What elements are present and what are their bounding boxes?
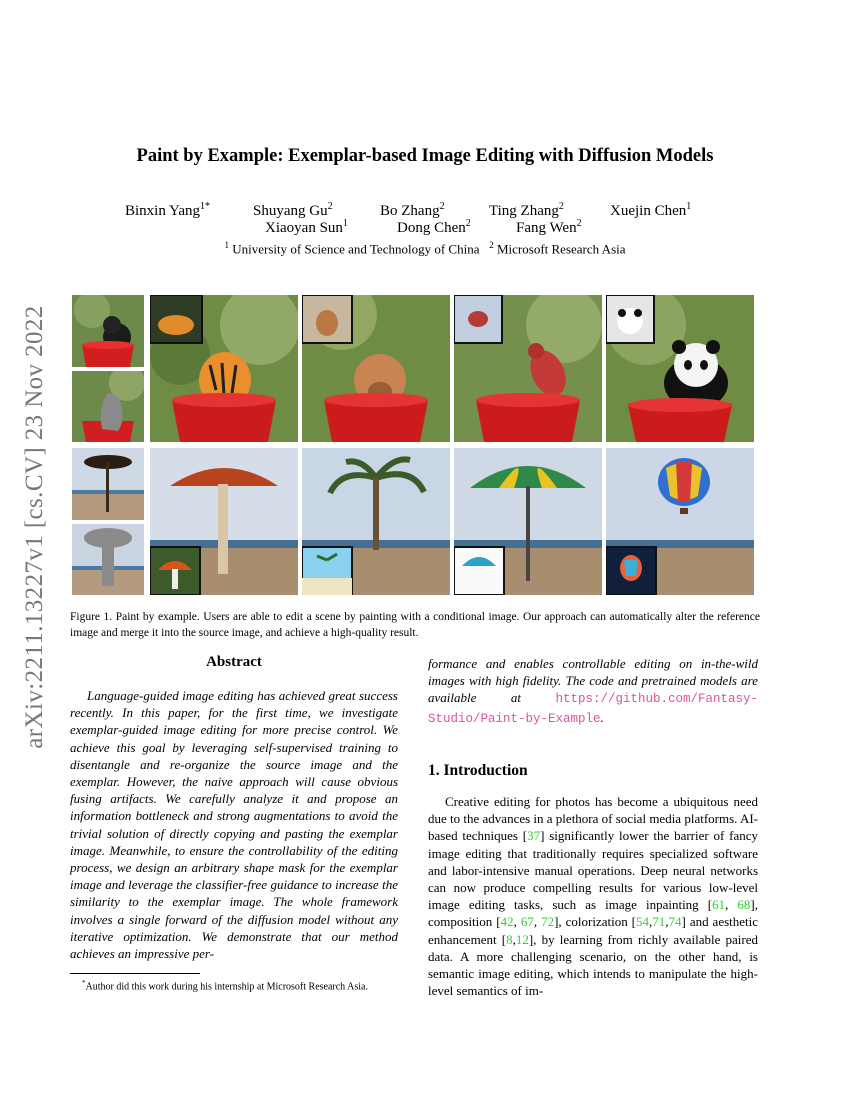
figure-caption: Figure 1. Paint by example. Users are able to edit a scene by painting with a conditional image. Our approach can automatically alter the reference image and merge it into the source image, and achieve a high-quality result. [70, 611, 760, 639]
intro-body [428, 793, 758, 999]
intro-text: , [665, 914, 669, 930]
footnote-rule [70, 973, 200, 974]
code-link[interactable]: https://github.com/Fantasy-Studio/Paint-by-Example [428, 692, 758, 726]
result-mushroom [150, 448, 298, 595]
abstract-cont-text: formance and enables controllable editing on in-the-wild images with high fidelity. The code and pretrained models are available at [428, 656, 758, 706]
footnote-mark: * [82, 979, 86, 987]
author [125, 201, 210, 220]
citation-link[interactable]: 12 [515, 931, 529, 947]
masked-image-bucket [72, 371, 144, 442]
author-name: Dong Chen [397, 220, 466, 236]
citation-link[interactable]: 54 [636, 914, 650, 930]
masked-image-beach [72, 524, 144, 595]
intro-text: , [513, 914, 521, 930]
author-name: Bo Zhang [380, 203, 440, 219]
abstract-continued: formance and enables controllable editing on in-the-wild images with high fidelity. The code and pretrained models are available at https://github.com/Fantasy-Studio/Paint-by-Example. [428, 656, 758, 726]
abstract-text: Language-guided image editing has achieved great success recently. In this paper, for the first time, we investigate exemplar-guided image editing for more precise control. We achieve this goal by leveraging self-supervised training to disentangle and re-organize the source image and the exemplar. However, the naive approach will cause obvious fusing artifacts. We carefully analyze it and propose an information bottleneck and strong augmentations to avoid the trivial solution of directly copying and pasting the exemplar image. Meanwhile, to ensure the controllability of the editing process, we design an arbitrary shape mask for the exemplar image and leverage the classifier-free guidance to increase the similarity to the exemplar image. The whole framework involves a single forward of the diffusion model without any iterative optimization. We demonstrate that our method achieves an impressive per- [70, 688, 398, 962]
figure-1 [72, 295, 754, 595]
footnote-text: Author did this work during his internship at Microsoft Research Asia. [85, 981, 368, 993]
intro-text: , [649, 914, 653, 930]
intro-heading: 1. Introduction [428, 762, 528, 779]
author [516, 218, 582, 237]
intro-text: Creative editing for photos has become a ubiquitous need due to the advances in a plethora of social media platforms. AI-based techniques [ [428, 794, 758, 844]
result-bird [454, 295, 602, 442]
source-image-umbrella [72, 448, 144, 520]
affiliations [0, 240, 850, 257]
affiliation: University of Science and Technology of China [232, 241, 480, 257]
author-name: Xiaoyan Sun [265, 220, 343, 236]
author-sup: 1* [200, 201, 211, 212]
citation-link[interactable]: 8 [506, 931, 513, 947]
author-sup: 2 [558, 201, 564, 212]
author-sup: 2 [327, 201, 333, 212]
author [265, 218, 348, 237]
intro-text: ] and aesthetic enhancement [ [428, 914, 759, 947]
citation-link[interactable]: 71 [652, 914, 666, 930]
citation-link[interactable]: 42 [500, 914, 514, 930]
citation-link[interactable]: 74 [668, 914, 682, 930]
result-dog [302, 295, 450, 442]
result-beach-umbrella [454, 448, 602, 595]
author [610, 201, 691, 220]
intro-text: , [533, 914, 542, 930]
citation-link[interactable]: 37 [527, 828, 541, 844]
author-name: Ting Zhang [489, 203, 559, 219]
intro-text: ], composition [ [428, 897, 759, 930]
citation-link[interactable]: 61 [712, 897, 726, 913]
author-name: Shuyang Gu [253, 203, 328, 219]
author-sup: 1 [342, 218, 348, 229]
paper-title: Paint by Example: Exemplar-based Image Editing with Diffusion Models [136, 146, 714, 166]
author-sup: 1 [686, 201, 692, 212]
citation-link[interactable]: 67 [520, 914, 534, 930]
intro-text: ] significantly lower the barrier of fancy image editing that traditionally requires specialized software and labor-intensive manual operations. Deep neural networks can now produce compelling results for various low-level image editing tasks, such as image inpainting [ [428, 828, 758, 913]
affil-sup: 2 [489, 240, 494, 250]
result-hot-air-balloon [606, 448, 754, 595]
author-sup: 2 [439, 201, 445, 212]
author-name: Binxin Yang [125, 203, 201, 219]
intro-paragraph [428, 793, 758, 999]
intro-text: ], colorization [ [554, 914, 637, 930]
result-palm-tree [302, 448, 450, 595]
citation-link[interactable]: 68 [737, 897, 751, 913]
arxiv-stamp: arXiv:2211.13227v1 [cs.CV] 23 Nov 2022 [21, 305, 48, 749]
abstract-heading: Abstract [206, 654, 262, 670]
intro-text: , [512, 931, 516, 947]
author [397, 218, 471, 237]
result-tiger [150, 295, 298, 442]
intro-text: ], by learning from richly available paired data. A more challenging scenario, on the other hand, is semantic image editing, which intends to manipulate the high-level semantics of im- [428, 931, 758, 999]
citation-link[interactable]: 72 [541, 914, 555, 930]
footnote [70, 979, 400, 992]
intro-text: , [725, 897, 738, 913]
author-sup: 2 [576, 218, 582, 229]
affil-sup: 1 [224, 240, 229, 250]
author-name: Fang Wen [516, 220, 577, 236]
source-image-dog [72, 295, 144, 367]
author-name: Xuejin Chen [610, 203, 687, 219]
author-sup: 2 [465, 218, 471, 229]
result-panda [606, 295, 754, 442]
abstract-body [70, 687, 398, 962]
affiliation: Microsoft Research Asia [496, 241, 626, 257]
